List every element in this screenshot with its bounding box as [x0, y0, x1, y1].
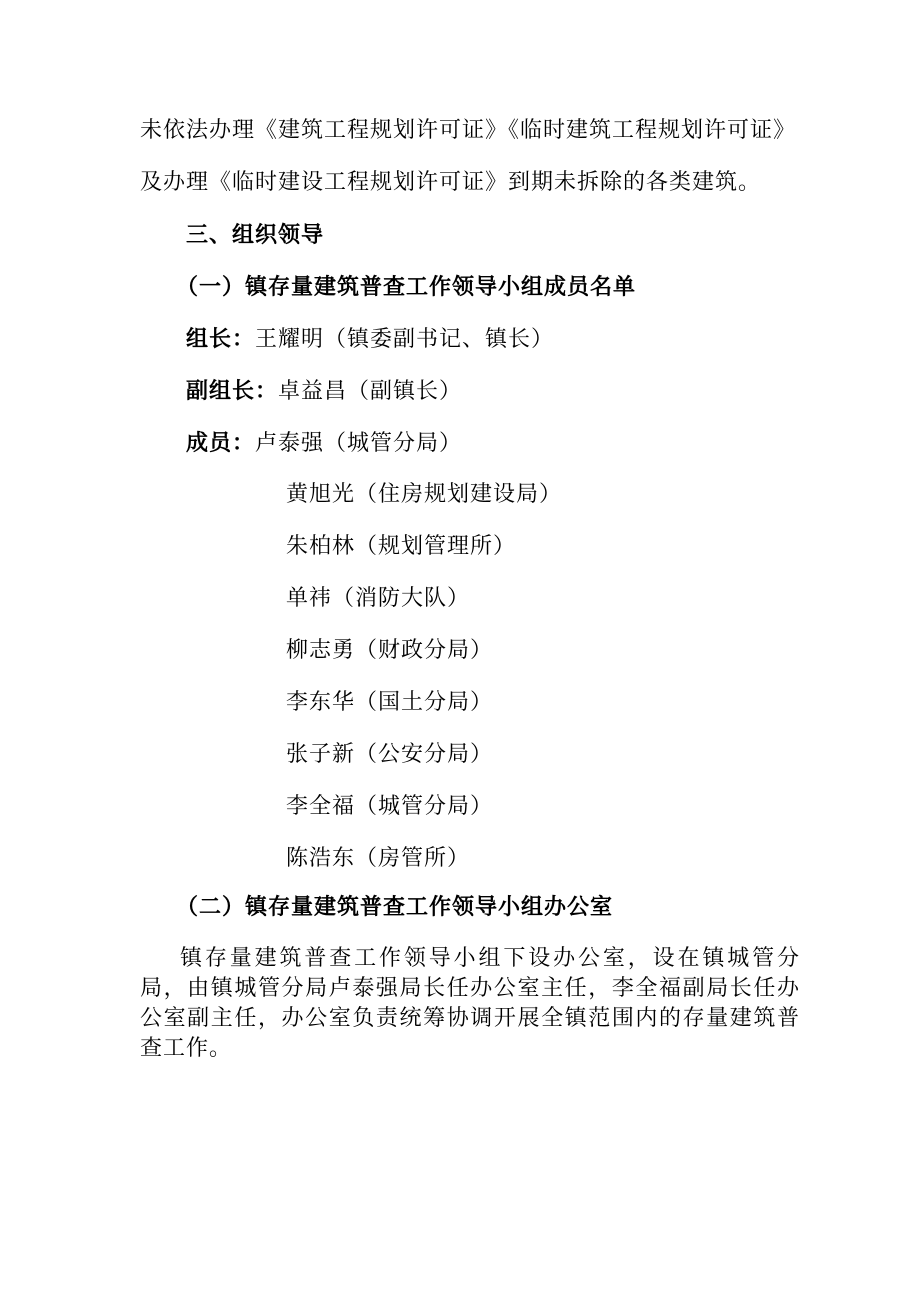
members-label: 成员：	[186, 431, 256, 456]
subsection-heading-members: （一）镇存量建筑普查工作领导小组成员名单	[176, 275, 637, 300]
list-item: 陈浩东（房管所）	[286, 846, 471, 871]
list-item: 柳志勇（财政分局）	[286, 638, 494, 663]
list-item: 单祎（消防大队）	[286, 586, 471, 611]
subsection-heading-office: （二）镇存量建筑普查工作领导小组办公室	[176, 895, 614, 920]
leader-label: 组长：	[186, 327, 256, 352]
intro-line-2: 及办理《临时建设工程规划许可证》到期未拆除的各类建筑。	[140, 170, 762, 195]
list-item: 黄旭光（住房规划建设局）	[286, 482, 563, 507]
list-item: 张子新（公安分局）	[286, 742, 494, 767]
members-list	[286, 480, 562, 896]
intro-line-1: 未依法办理《建筑工程规划许可证》《临时建筑工程规划许可证》	[140, 118, 797, 143]
leader-value: 王耀明（镇委副书记、镇长）	[255, 327, 555, 352]
members-row	[186, 429, 462, 459]
deputy-leader-label: 副组长：	[186, 379, 279, 404]
office-paragraph: 镇存量建筑普查工作领导小组下设办公室，设在镇城管分局，由镇城管分局卢泰强局长任办公室主任，李全福副局长任办公室副主任，办公室负责统筹协调开展全镇范围内的存量建筑普查工作。	[140, 946, 800, 1061]
deputy-leader-value: 卓益昌（副镇长）	[278, 379, 463, 404]
leader-row	[186, 325, 554, 355]
list-item: 李东华（国土分局）	[286, 690, 494, 715]
first-member: 卢泰强（城管分局）	[255, 431, 463, 456]
section-heading-organization: 三、组织领导	[186, 223, 325, 248]
deputy-leader-row	[186, 377, 462, 407]
list-item: 朱柏林（规划管理所）	[286, 534, 517, 559]
list-item: 李全福（城管分局）	[286, 794, 494, 819]
